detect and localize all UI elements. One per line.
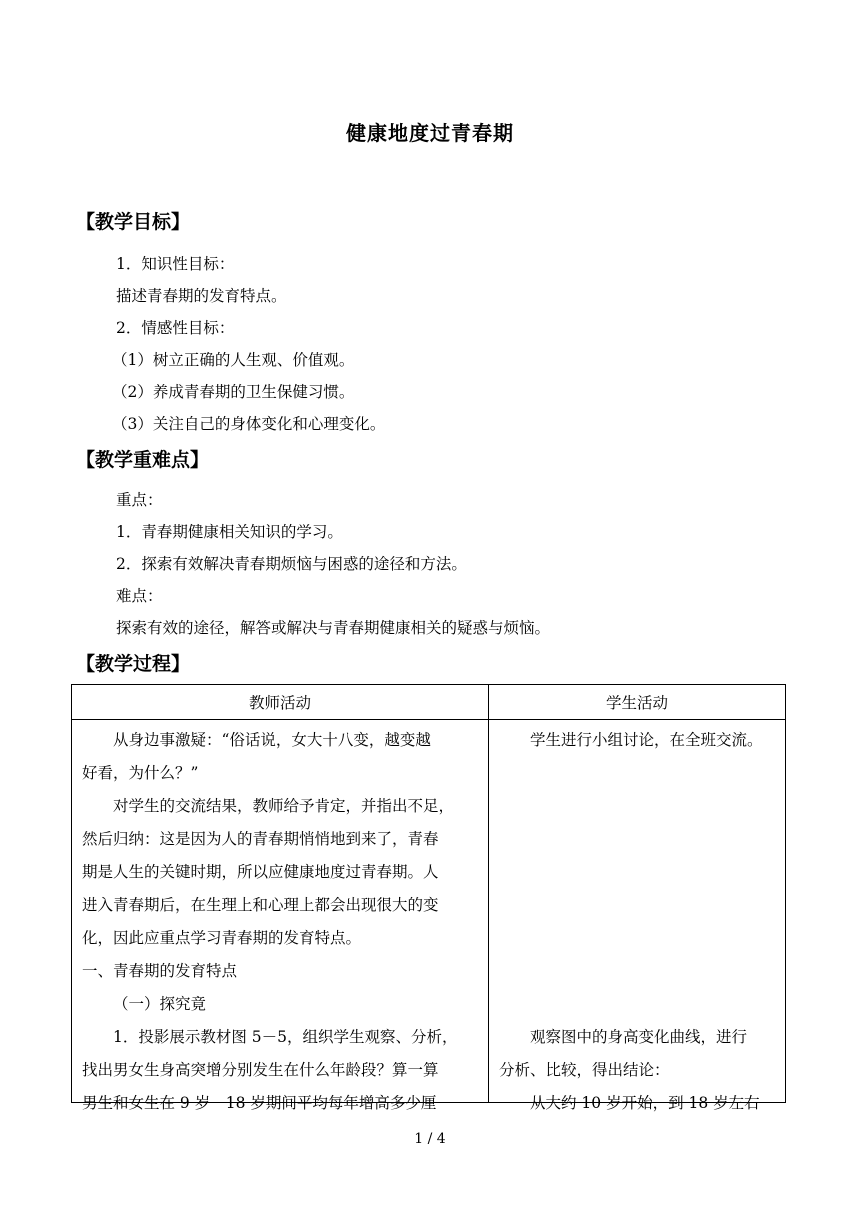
student-line: 观察图中的身高变化曲线，进行 bbox=[530, 1028, 748, 1046]
student-line: 分析、比较，得出结论： bbox=[499, 1061, 670, 1079]
teacher-line: 找出男女生身高突增分别发生在什么年龄段？算一算 bbox=[82, 1061, 439, 1079]
student-spacer bbox=[499, 757, 779, 1021]
teacher-line: 化，因此应重点学习青春期的发育特点。 bbox=[82, 929, 362, 947]
teacher-line: 从身边事激疑：“俗话说，女大十八变，越变越 bbox=[113, 731, 431, 749]
page-indicator: 1 / 4 bbox=[414, 1131, 446, 1147]
document-title: 健康地度过青春期 bbox=[346, 121, 514, 145]
key-points-line: 2．探索有效解决青春期烦恼与困惑的途径和方法。 bbox=[116, 555, 467, 573]
student-activity-header: 学生活动 bbox=[489, 685, 786, 720]
teacher-line: 一、青春期的发育特点 bbox=[82, 962, 238, 980]
objectives-line: 1．知识性目标： bbox=[116, 255, 235, 273]
student-line: 从大约 10 岁开始，到 18 岁左右 bbox=[530, 1094, 760, 1112]
teacher-line: 好看，为什么？” bbox=[82, 764, 199, 782]
key-points-heading: 【教学重难点】 bbox=[76, 449, 210, 471]
process-table-row bbox=[72, 720, 786, 1103]
teacher-line: 期是人生的关键时期，所以应健康地度过青春期。人 bbox=[82, 863, 439, 881]
objectives-line: 2．情感性目标： bbox=[116, 319, 235, 337]
teacher-line: 然后归纳：这是因为人的青春期悄悄地到来了，青春 bbox=[82, 830, 439, 848]
teacher-line: 男生和女生在 9 岁－18 岁期间平均每年增高多少厘 bbox=[82, 1094, 437, 1112]
teacher-activity-header: 教师活动 bbox=[72, 685, 489, 720]
objectives-heading: 【教学目标】 bbox=[76, 211, 191, 233]
process-table-header-row bbox=[72, 685, 786, 720]
key-points-line: 难点： bbox=[116, 587, 163, 605]
objectives-line: （1）树立正确的人生观、价值观。 bbox=[112, 351, 355, 369]
teacher-line: 进入青春期后，在生理上和心理上都会出现很大的变 bbox=[82, 896, 439, 914]
student-activity-cell bbox=[489, 720, 786, 1112]
teacher-line: 1．投影展示教材图 5－5，组织学生观察、分析， bbox=[113, 1028, 458, 1046]
process-heading: 【教学过程】 bbox=[76, 653, 191, 675]
key-points-line: 1．青春期健康相关知识的学习。 bbox=[116, 523, 343, 541]
objectives-line: （2）养成青春期的卫生保健习惯。 bbox=[112, 383, 355, 401]
student-line: 学生进行小组讨论，在全班交流。 bbox=[530, 731, 763, 749]
objectives-line: 描述青春期的发育特点。 bbox=[116, 287, 287, 305]
key-points-line: 探索有效的途径，解答或解决与青春期健康相关的疑惑与烦恼。 bbox=[116, 619, 551, 637]
teacher-line: （一）探究竟 bbox=[113, 995, 207, 1013]
key-points-line: 重点： bbox=[116, 491, 163, 509]
objectives-line: （3）关注自己的身体变化和心理变化。 bbox=[112, 415, 386, 433]
teacher-line: 对学生的交流结果，教师给予肯定，并指出不足， bbox=[113, 797, 455, 815]
teacher-activity-cell bbox=[72, 720, 489, 1112]
process-table bbox=[71, 684, 786, 1112]
